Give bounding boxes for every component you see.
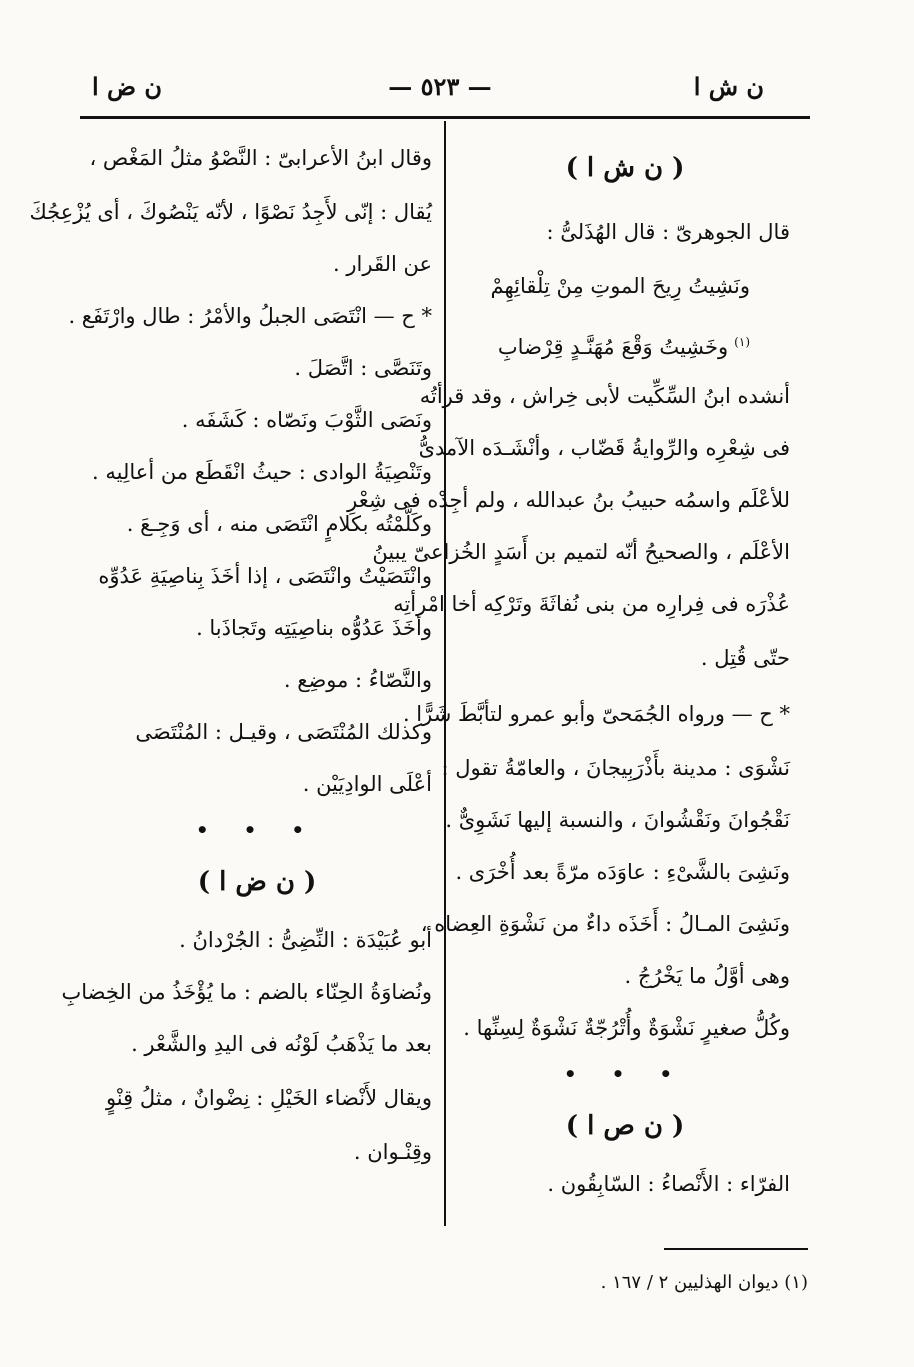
running-head-right: ن ش ا: [693, 72, 764, 101]
text-line: أبو عُبَيْدَة : النِّضِىُّ : الجُرْدانُ .: [179, 928, 432, 952]
text-line: قال الجوهرىّ : قال الهُذَلىُّ :: [546, 220, 790, 244]
poem-line: [460, 314, 790, 370]
text-line: حتّى قُتِل .: [700, 646, 790, 670]
text-line: وكَلَّمْتُه بكلامٍ انْتَصَى منه ، أى وَجِـعَ .: [126, 512, 432, 536]
text-line: ونَشِىَ بالشَّىْءِ : عاوَدَه مرّةً بعد أُخْرَى .: [455, 860, 790, 884]
poem-line: ونَشِيتُ رِيحَ الموتِ مِنْ تِلْقائِهِمْ: [490, 274, 750, 298]
footnote: (١) ديوان الهذليين ٢ / ١٦٧ .: [600, 1272, 808, 1293]
text-line: ونُضاوَةُ الحِنّاء بالضم : ما يُؤْخَذُ من الخِضابِ: [61, 980, 432, 1004]
entry-heading-nsa: ( ن ص ا ): [565, 1111, 685, 1141]
page-header: [70, 66, 810, 110]
left-column: [29, 130, 432, 1178]
text-line: * ح — ورواه الجُمَحىّ وأبو عمرو لتأبَّطَ شَرًّا .: [402, 702, 790, 726]
text-line: أعْلَى الوادِيَيْن .: [302, 772, 432, 796]
header-rule: [80, 116, 810, 119]
text-line: يُقال : إنّى لأَجِدُ نَصْوًا ، لأنّه يَنْصُوكَ ، أى يُزْعِجُكَ: [29, 200, 432, 224]
text-line: وأخَذَ عَدُوُّه بناصِيَتِه وتَجاذَبا .: [196, 616, 432, 640]
text-line: نَقْجُوانَ ونَقْشُوانَ ، والنسبة إليها نَشَوِىٌّ .: [445, 808, 790, 832]
page-number: — ٥٢٣ —: [388, 72, 492, 101]
section-separator: • • •: [195, 818, 319, 842]
text-line: * ح — انْتَصَى الجبلُ والأمْرُ : طال وارْتَفَع .: [68, 304, 432, 328]
text-line: عن القَرار .: [333, 252, 432, 276]
poem-line-text: وخَشِيتُ وَقْعَ مُهَنَّـدٍ قِرْضابِ: [497, 335, 729, 359]
text-line: وكذلك المُنْتَصَى ، وقيـل : المُنْتَصَى: [135, 720, 432, 744]
text-line: وقِنْـوان .: [353, 1140, 432, 1164]
text-line: وكُلُّ صغيرٍ نَشْوَةٌ وأُتْرُجّةٌ نَشْوَةٌ لِسِنِّها .: [463, 1016, 790, 1040]
running-head-left: ن ض ا: [92, 72, 163, 101]
footnote-mark: (١): [734, 335, 750, 349]
text-line: نَشْوَى : مدينة بأَذْرَبِيجانَ ، والعامّةُ تقول :: [441, 756, 790, 780]
text-line: وتَنْصِيَةُ الوادى : حيثُ انْقَطَع من أعالِيه .: [92, 460, 432, 484]
text-line: وتَنَصَّى : اتَّصَلَ .: [294, 356, 432, 380]
text-line: ونَشِىَ المـالُ : أَخَذَه داءٌ من نَشْوَةِ العِضاه ،: [420, 912, 790, 936]
text-line: وانْتَصَيْتُ وانْتَصَى ، إذا أخَذَ بِناصِيَةِ عَدُوِّه: [98, 564, 432, 588]
footnote-rule: [664, 1248, 808, 1250]
text-line: الفرّاء : الأَنْصاءُ : السّابِقُون .: [547, 1172, 790, 1196]
text-line: الأعْلَم ، والصحيحُ أنّه لتميم بن أَسَدٍ الخُزاعىّ يبينُ: [372, 540, 790, 564]
section-separator: • • •: [563, 1062, 687, 1086]
column-divider: [444, 121, 446, 1226]
entry-heading-nda: ( ن ض ا ): [197, 867, 317, 897]
entry-heading-nsha: ( ن ش ا ): [565, 153, 685, 183]
text-line: ونَصَى الثَّوْبَ ونَصّاه : كَشَفَه .: [181, 408, 432, 432]
text-line: والنَّصّاءُ : موضِع .: [283, 668, 432, 692]
text-line: للأعْلَم واسمُه حبيبُ بنُ عبدالله ، ولم أجِدْه فى شِعْرِ: [347, 488, 790, 512]
text-line: وهى أوَّلُ ما يَخْرُجُ .: [624, 964, 790, 988]
text-line: فى شِعْرِه والرِّوايةُ قَضّاب ، وأنْشَـدَه الآمدىُّ: [418, 436, 790, 460]
text-line: وقال ابنُ الأعرابىّ : النَّصْوُ مثلُ المَغْص ،: [89, 146, 432, 170]
text-line: أنشده ابنُ السِّكِّيت لأبى خِراش ، وقد قرأتُه: [419, 384, 790, 408]
text-line: بعد ما يَذْهَبُ لَوْنُه فى اليدِ والشَّعْر .: [131, 1032, 432, 1056]
text-line: ويقال لأَنْضاء الخَيْلِ : نِضْوانٌ ، مثلُ قِنْوٍ: [105, 1086, 432, 1110]
text-line: عُذْرَه فى فِرارِه من بنى نُفاثَةَ وتَرْكِه أخا امْرأتِه: [393, 592, 790, 616]
